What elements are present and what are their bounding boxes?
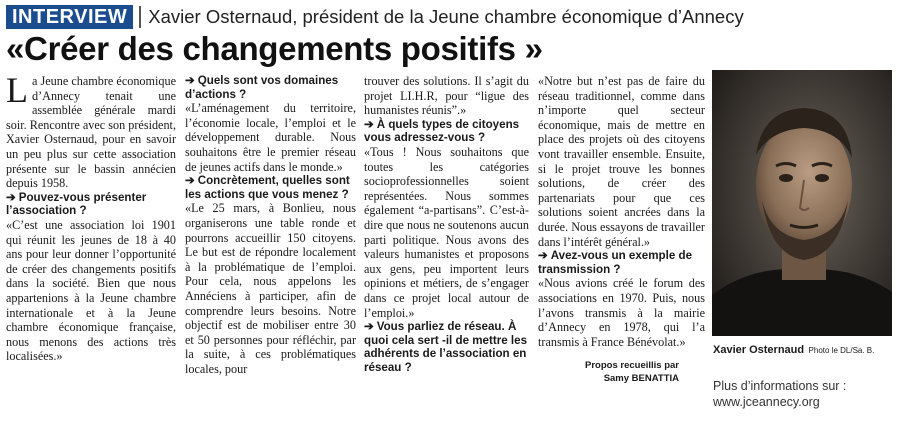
column-1	[6, 70, 176, 364]
arrow-right-icon: ➔	[6, 190, 16, 204]
answer-6: «Nous avions créé le forum des associations en 1970. Puis, nous l’avons transmis à la mairie d’Annecy en 1978, qui l’a transmis à France Bénévolat.»	[538, 276, 705, 349]
question-4: ➔ À quels types de citoyens vous adressez-vous ?	[364, 117, 520, 145]
author-credit: Propos recueillis par Samy BENATTIA	[585, 360, 679, 385]
website-link[interactable]: www.jceannecy.org	[713, 395, 820, 409]
section-tag: INTERVIEW	[6, 5, 133, 29]
photo-subject-name: Xavier Osternaud	[713, 344, 805, 356]
arrow-right-icon: ➔	[538, 249, 548, 263]
answer-2: «L’aménagement du territoire, l’économie locale, l’emploi et le développement durable. Nous souhaitons être le premier réseau de jeunes actifs dans le monde.»	[185, 101, 356, 174]
answer-4: «Tous ! Nous souhaitons que toutes les catégories socioprofessionnelles soient représentées. Nous sommes également “a-partisans”. C’est-à-dire que nous ne soutenons aucun parti politique. Nous avons des valeurs humanistes et proposons aux gens, peu importent leurs opinions et métiers, de s’engager dans ce projet local autour de l’emploi.»	[364, 144, 529, 320]
question-2: ➔ Quels sont vos domaines d’actions ?	[185, 74, 339, 101]
photo-credit: Photo le DL/Sa. B.	[808, 346, 875, 355]
question-3: ➔ Concrètement, quelles sont les actions que vous menez ?	[185, 174, 350, 201]
photo-caption	[713, 340, 874, 358]
answer-3: «Le 25 mars, à Bonlieu, nous organiserons une table ronde et pourrons accueillir 150 citoyens. Le but est de répondre localement à la problématique de l’emploi. Pour cela, nous appelons les Annéciens à participer, afin de comprendre leurs besoins. Notre objectif est de mobiliser entre 30 et 50 personnes pour réfléchir, par la suite, à ces problématiques locales, pour	[185, 201, 356, 376]
header-divider	[139, 6, 141, 28]
answer-1: «C’est une association loi 1901 qui réunit les jeunes de 18 à 40 ans pour leur donner l’opportunité de créer des changements positifs dans la société. Bien que nous appartenions à la Jeune chambre internationale et à la Jeune chambre économique française, nous menons des actions très localisées.»	[6, 217, 176, 364]
column-3	[364, 74, 529, 374]
portrait-illustration	[712, 70, 892, 336]
question-6: ➔ Avez-vous un exemple de transmission ?	[538, 249, 693, 276]
intro-text: a Jeune chambre économique d’Annecy tenait une assemblée générale mardi soir. Rencontre avec son président, Xavier Osternaud, pour en savoir un peu plus sur cette association présente sur le bassin annécien depuis 1958.	[6, 74, 176, 191]
column-2	[185, 74, 356, 376]
arrow-right-icon: ➔	[364, 117, 374, 131]
headline: «Créer des changements positifs »	[6, 30, 543, 67]
more-info-label: Plus d’informations sur :	[713, 379, 847, 393]
article-subtitle: Xavier Osternaud, président de la Jeune chambre économique d’Annecy	[148, 6, 744, 27]
more-info	[713, 378, 846, 410]
question-5: ➔ Vous parliez de réseau. À quoi cela sert -il de mettre les adhérents de l’association en réseau ?	[364, 320, 528, 374]
arrow-right-icon: ➔	[185, 74, 195, 87]
answer-5: «Notre but n’est pas de faire du réseau traditionnel, comme dans n’importe quel secteur économique, mais de mettre en place des projets où des citoyens vont travailler ensemble. Ensuite, si le projet trouve les bonnes solutions, de créer des partenariats pour que ces solutions soient ancrées dans la durée. Nous essayons de travailler dans l’intérêt général.»	[538, 74, 705, 249]
arrow-right-icon: ➔	[185, 174, 195, 188]
article-header	[6, 4, 744, 30]
arrow-right-icon: ➔	[364, 320, 374, 334]
intro-paragraph	[6, 70, 176, 191]
drop-cap: L	[6, 70, 28, 110]
question-1: ➔ Pouvez-vous présenter l’association ?	[6, 190, 147, 218]
answer-3-continued: trouver des solutions. Il s’agit du projet LI.H.R, pour “ligue des humanistes réunis”.»	[364, 74, 529, 118]
portrait-photo	[712, 70, 892, 336]
column-4	[538, 74, 705, 385]
